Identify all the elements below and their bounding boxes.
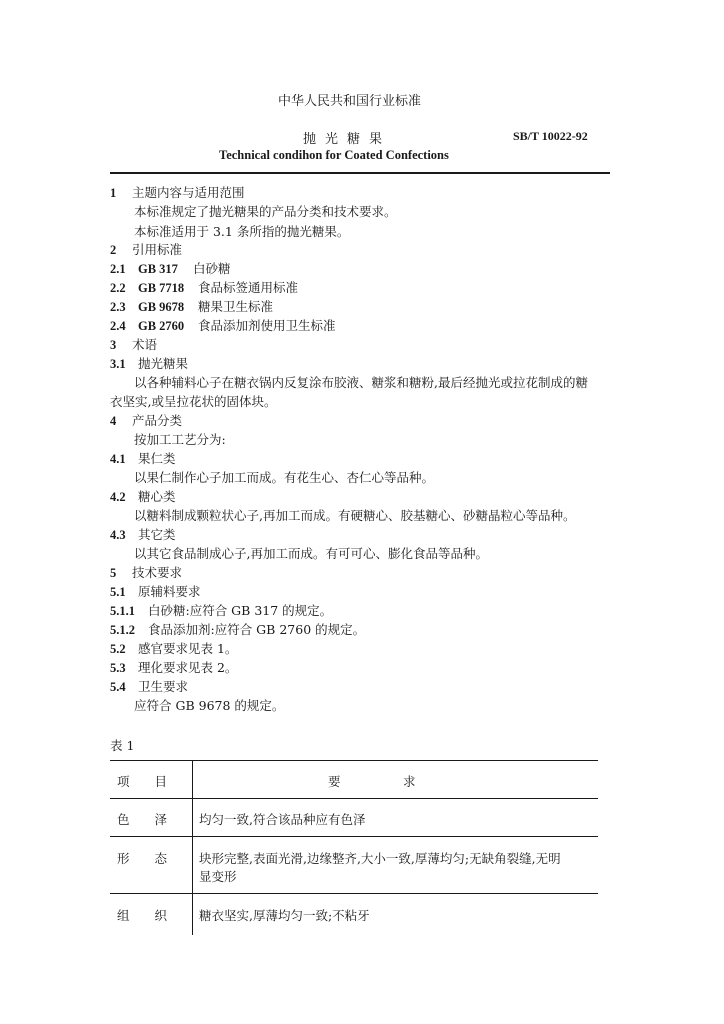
- section-5-1-2: 5.1.2 食品添加剂:应符合 GB 2760 的规定。: [110, 622, 366, 637]
- table-row-rule: [110, 836, 598, 837]
- section-2-2: 2.2 GB 7718 食品标签通用标准: [110, 280, 299, 295]
- section-5-2: 5.2 感官要求见表 1。: [110, 641, 238, 656]
- section-3-heading: 3 术语: [110, 337, 158, 352]
- section-5-4: 5.4 卫生要求: [110, 679, 189, 694]
- table-caption: 表 1: [110, 738, 135, 753]
- table-header-requirement: 要 求: [328, 774, 416, 789]
- document-title-en: Technical condihon for Coated Confections: [219, 148, 449, 162]
- standard-type: 中华人民共和国行业标准: [278, 94, 422, 109]
- table-cell-requirement-cont: 显变形: [199, 869, 237, 884]
- section-4-2-para: 以糖料制成颗粒状心子,再加工而成。有硬糖心、胶基糖心、砂糖晶粒心等品种。: [134, 508, 576, 523]
- section-3-1-para-1: 以各种辅料心子在糖衣锅内反复涂布胶液、糖浆和糖粉,最后经抛光或拉花制成的糖: [134, 375, 588, 390]
- section-3-1-para-2: 衣坚实,或呈拉花状的固体块。: [110, 394, 277, 409]
- section-4-para: 按加工工艺分为:: [134, 432, 226, 447]
- section-1-para-2: 本标准适用于 3.1 条所指的抛光糖果。: [134, 224, 350, 239]
- table-header-item: 项 目: [117, 774, 168, 789]
- section-5-1-1: 5.1.1 白砂糖:应符合 GB 317 的规定。: [110, 603, 333, 618]
- section-5-3: 5.3 理化要求见表 2。: [110, 660, 238, 675]
- table-top-rule: [110, 760, 598, 761]
- section-5-4-para: 应符合 GB 9678 的规定。: [134, 698, 285, 713]
- section-4-3: 4.3 其它类: [110, 527, 176, 542]
- table-row-rule: [110, 893, 598, 894]
- section-2-4: 2.4 GB 2760 食品添加剂使用卫生标准: [110, 318, 336, 333]
- table-cell-item: 形 态: [117, 851, 168, 866]
- section-5-1: 5.1 原辅料要求: [110, 584, 201, 599]
- table-cell-requirement: 块形完整,表面光滑,边缘整齐,大小一致,厚薄均匀;无缺角裂缝,无明: [199, 851, 561, 866]
- header-rule: [110, 172, 610, 174]
- section-2-1: 2.1 GB 317 白砂糖: [110, 261, 231, 276]
- section-4-1-para: 以果仁制作心子加工而成。有花生心、杏仁心等品种。: [134, 470, 435, 485]
- section-1-para-1: 本标准规定了抛光糖果的产品分类和技术要求。: [134, 204, 397, 219]
- section-4-3-para: 以其它食品制成心子,再加工而成。有可可心、膨化食品等品种。: [134, 546, 488, 561]
- standard-number: SB/T 10022-92: [513, 129, 588, 143]
- table-column-divider: [192, 760, 193, 935]
- section-1-heading: 1 主题内容与适用范围: [110, 185, 245, 200]
- section-3-1: 3.1 抛光糖果: [110, 356, 189, 371]
- table-cell-requirement: 均匀一致,符合该品种应有色泽: [199, 812, 366, 827]
- table-cell-requirement: 糖衣坚实,厚薄均匀一致;不粘牙: [199, 908, 370, 923]
- table-header-rule: [110, 798, 598, 799]
- section-4-2: 4.2 糖心类: [110, 489, 176, 504]
- section-4-1: 4.1 果仁类: [110, 451, 176, 466]
- document-title-cn: 抛光糖果: [303, 132, 392, 147]
- section-2-3: 2.3 GB 9678 糖果卫生标准: [110, 299, 274, 314]
- section-5-heading: 5 技术要求: [110, 565, 183, 580]
- section-2-heading: 2 引用标准: [110, 242, 183, 257]
- table-cell-item: 组 织: [117, 908, 168, 923]
- table-cell-item: 色 泽: [117, 812, 168, 827]
- section-4-heading: 4 产品分类: [110, 413, 183, 428]
